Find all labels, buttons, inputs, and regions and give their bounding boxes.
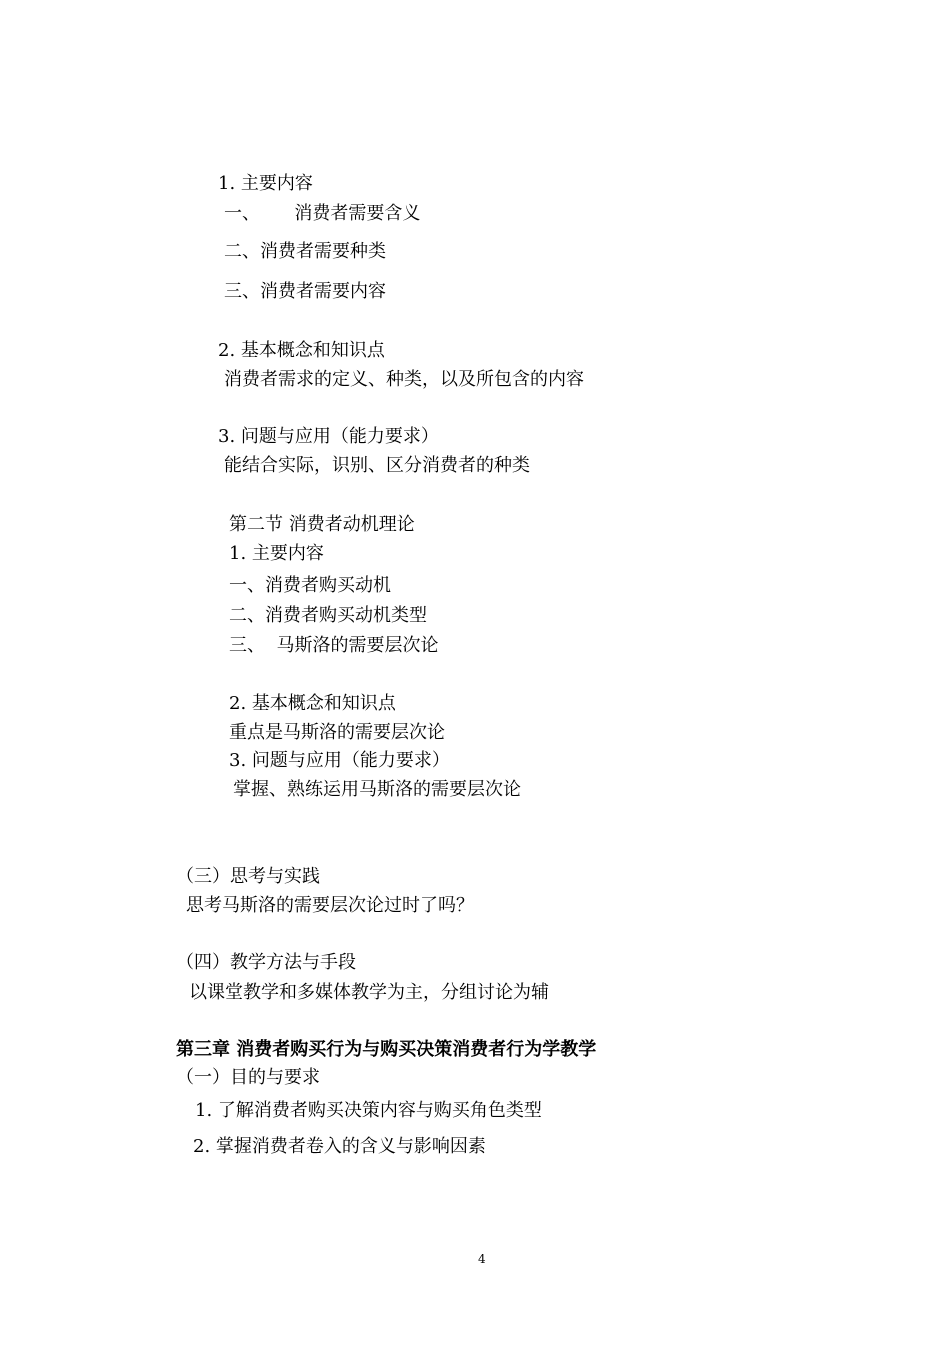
item-maslow-hierarchy: 三、 马斯洛的需要层次论 [229,635,439,656]
section2-heading-concepts: 2. 基本概念和知识点 [229,693,396,714]
goal-item-2: 2. 掌握消费者卷入的含义与影响因素 [193,1136,486,1157]
item-purchase-motive: 一、消费者购买动机 [229,575,391,596]
item-consumer-need-content: 三、消费者需要内容 [224,281,386,302]
section1-application-text: 能结合实际，识别、区分消费者的种类 [224,455,530,476]
item-consumer-need-types: 二、消费者需要种类 [224,241,386,262]
heading-teaching-methods: （四）教学方法与手段 [176,952,356,973]
section2-application-text: 掌握、熟练运用马斯洛的需要层次论 [233,779,521,800]
heading-goals-requirements: （一）目的与要求 [176,1067,320,1088]
chapter3-title: 第三章 消费者购买行为与购买决策消费者行为学教学 [176,1039,597,1060]
heading-thinking-practice: （三）思考与实践 [176,866,320,887]
thinking-practice-text: 思考马斯洛的需要层次论过时了吗？ [186,895,474,916]
section2-title: 第二节 消费者动机理论 [229,514,415,535]
goal-item-1: 1. 了解消费者购买决策内容与购买角色类型 [195,1100,542,1121]
section2-heading-application: 3. 问题与应用（能力要求） [229,750,450,771]
item-consumer-need-meaning: 一、 消费者需要含义 [224,203,421,224]
section2-heading-main-content: 1. 主要内容 [229,543,324,564]
section1-concepts-text: 消费者需求的定义、种类，以及所包含的内容 [224,369,584,390]
item-purchase-motive-types: 二、消费者购买动机类型 [229,605,427,626]
page-number: 4 [478,1252,486,1266]
section1-heading-application: 3. 问题与应用（能力要求） [218,426,439,447]
section1-heading-concepts: 2. 基本概念和知识点 [218,340,385,361]
section1-heading-main-content: 1. 主要内容 [218,173,313,194]
section2-concepts-text: 重点是马斯洛的需要层次论 [229,722,445,743]
teaching-methods-text: 以课堂教学和多媒体教学为主，分组讨论为辅 [189,982,549,1003]
